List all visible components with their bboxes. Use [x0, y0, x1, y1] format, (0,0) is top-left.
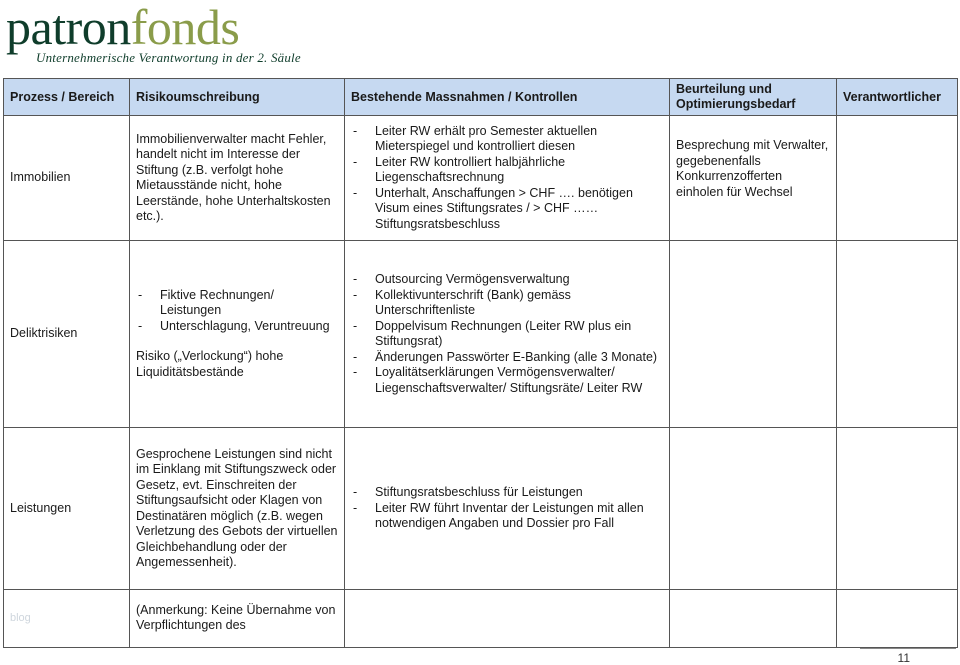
- row-risk-text: (Anmerkung: Keine Übernahme von Verpflichtungen des: [136, 602, 336, 632]
- watermark-text: blog: [10, 612, 31, 625]
- list-item: - Doppelvisum Rechnungen (Leiter RW plus ein Stiftungsrat): [351, 319, 663, 350]
- header-area: Prozess / Bereich: [4, 79, 130, 116]
- row-owner: [837, 590, 958, 648]
- risk-list: [136, 288, 338, 335]
- logo-word-part1: patron: [6, 0, 131, 55]
- table-row: [4, 590, 958, 648]
- row-measures: [345, 428, 670, 590]
- header-owner: Verantwortlicher: [837, 79, 958, 116]
- list-item: - Kollektivunterschrift (Bank) gemäss Unterschriftenliste: [351, 288, 663, 319]
- list-item: - Änderungen Passwörter E-Banking (alle 3 Monate): [351, 350, 663, 366]
- table-header-row: [4, 79, 958, 116]
- list-item: - Leiter RW kontrolliert halbjährliche Liegenschaftsrechnung: [351, 155, 663, 186]
- list-item: - Unterhalt, Anschaffungen > CHF …. benötigen Visum eines Stiftungsrates / > CHF …… Stiftungsratsbeschluss: [351, 186, 663, 233]
- list-item: - Leiter RW führt Inventar der Leistungen mit allen notwendigen Angaben und Dossier pro Fall: [351, 501, 663, 532]
- list-item: - Outsourcing Vermögensverwaltung: [351, 272, 663, 288]
- risk-note: Risiko („Verlockung“) hohe Liquiditätsbestände: [136, 349, 284, 379]
- row-risk: Gesprochene Leistungen sind nicht im Einklang mit Stiftungszweck oder Gesetz, evt. Einschreiten der Stiftungsaufsicht oder Klagen von Destinatären möglich (z.B. wegen Verletzung des Gebots der virtuellen Gleichbehandlung oder der Angemessenheit).: [130, 428, 345, 590]
- measures-list: [351, 124, 663, 233]
- row-assessment: [670, 590, 837, 648]
- logo-tagline: Unternehmerische Verantwortung in der 2. Säule: [36, 50, 301, 65]
- list-item: - Unterschlagung, Veruntreuung: [136, 319, 338, 335]
- row-assessment: Besprechung mit Verwalter, gegebenenfalls Konkurrenzofferten einholen für Wechsel: [670, 116, 837, 241]
- row-owner: [837, 116, 958, 241]
- row-measures: [345, 116, 670, 241]
- row-area: [4, 590, 130, 648]
- row-area: Deliktrisiken: [4, 241, 130, 428]
- row-measures: [345, 241, 670, 428]
- row-assessment: [670, 428, 837, 590]
- list-item: - Stiftungsratsbeschluss für Leistungen: [351, 485, 663, 501]
- list-item: - Loyalitätserklärungen Vermögensverwalter/ Liegenschaftsverwalter/ Stiftungsräte/ Leiter RW: [351, 365, 663, 396]
- row-area: Leistungen: [4, 428, 130, 590]
- logo-word-part2: fonds: [130, 0, 240, 55]
- row-area: Immobilien: [4, 116, 130, 241]
- row-risk: [130, 590, 345, 648]
- page-number: 11: [897, 651, 910, 665]
- table-row: [4, 116, 958, 241]
- risk-table: [3, 78, 958, 648]
- row-owner: [837, 241, 958, 428]
- row-assessment: [670, 241, 837, 428]
- row-owner: [837, 428, 958, 590]
- patronfonds-logo: [6, 2, 301, 66]
- list-item: - Leiter RW erhält pro Semester aktuellen Mieterspiegel und kontrolliert diesen: [351, 124, 663, 155]
- header-risk: Risikoumschreibung: [130, 79, 345, 116]
- row-risk: [130, 241, 345, 428]
- row-risk: Immobilienverwalter macht Fehler, handelt nicht im Interesse der Stiftung (z.B. verfolgt hohe Mietausstände nicht, hohe Leerstände, hohe Unterhaltskosten etc.).: [130, 116, 345, 241]
- header-assessment: Beurteilung und Optimierungsbedarf: [670, 79, 837, 116]
- measures-list: [351, 485, 663, 532]
- header-measures: Bestehende Massnahmen / Kontrollen: [345, 79, 670, 116]
- measures-list: [351, 272, 663, 396]
- table-row: [4, 241, 958, 428]
- row-measures: [345, 590, 670, 648]
- logo-wordmark: [6, 0, 301, 55]
- list-item: - Fiktive Rechnungen/ Leistungen: [136, 288, 338, 319]
- table-row: [4, 428, 958, 590]
- footer-rule: [860, 648, 956, 649]
